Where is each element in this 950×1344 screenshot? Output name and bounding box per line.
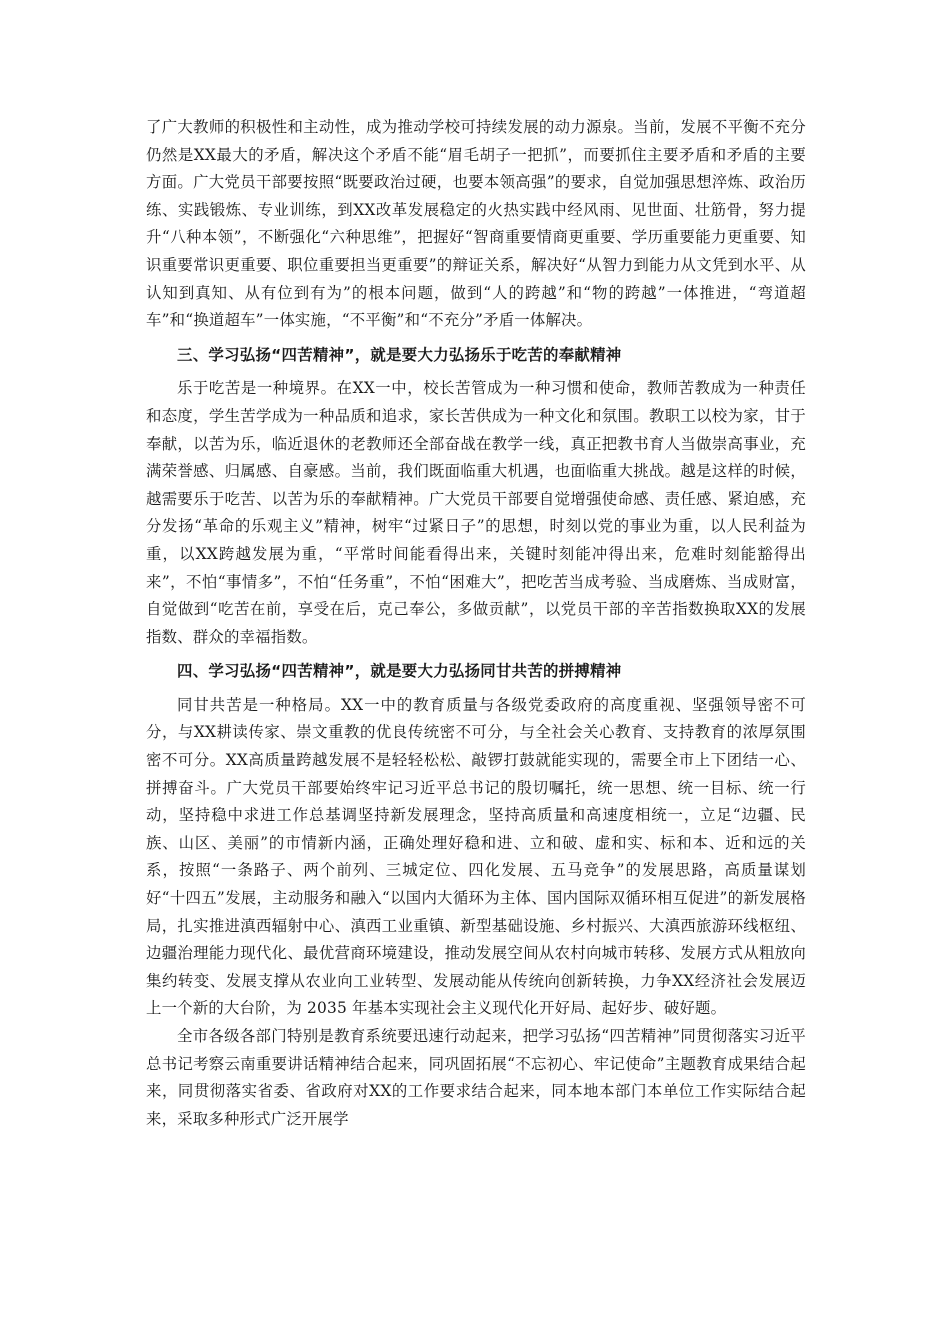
section-heading-three: 三、学习弘扬“四苦精神”，就是要大力弘扬乐于吃苦的奉献精神 [177,345,622,364]
document-body [146,114,806,1133]
paragraph-continuation: 了广大教师的积极性和主动性，成为推动学校可持续发展的动力源泉。当前，发展不平衡不充分仍然是XX最大的矛盾，解决这个矛盾不能“眉毛胡子一把抓”，而要抓住主要矛盾和矛盾的主要方面。广大党员干部要按照“既要政治过硬，也要本领高强”的要求，自觉加强思想淬炼、政治历练、实践锻炼、专业训练，到XX改革发展稳定的火热实践中经风雨、见世面、壮筋骨，努力提升“八种本领”，不断强化“六种思维”，把握好“智商重要情商更重要、学历重要能力更重要、知识重要常识更重要、职位重要担当更重要”的辩证关系，解决好“从智力到能力从文凭到水平、从认知到真知、从有位到有为”的根本问题，做到“人的跨越”和“物的跨越”一体推进，“弯道超车”和“换道超车”一体实施，“不平衡”和“不充分”矛盾一体解决。 [146,118,806,330]
section-heading-four: 四、学习弘扬“四苦精神”，就是要大力弘扬同甘共苦的拼搏精神 [177,662,622,681]
paragraph-closing: 全市各级各部门特别是教育系统要迅速行动起来，把学习弘扬“四苦精神”同贯彻落实习近平总书记考察云南重要讲话精神结合起来，同巩固拓展“不忘初心、牢记使命”主题教育成果结合起来，同贯彻落实省委、省政府对XX的工作要求结合起来，同本地本部门本单位工作实际结合起来，采取多种形式广泛开展学 [146,1027,806,1128]
paragraph-section-three: 乐于吃苦是一种境界。在XX一中，校长苦管成为一种习惯和使命，教师苦教成为一种责任和态度，学生苦学成为一种品质和追求，家长苦供成为一种文化和氛围。教职工以校为家，甘于奉献，以苦为乐，临近退休的老教师还全部奋战在教学一线，真正把教书育人当做崇高事业，充满荣誉感、归属感、自豪感。当前，我们既面临重大机遇，也面临重大挑战。越是这样的时候，越需要乐于吃苦、以苦为乐的奉献精神。广大党员干部要自觉增强使命感、责任感、紧迫感，充分发扬“革命的乐观主义”精神，树牢“过紧日子”的思想，时刻以党的事业为重，以人民利益为重，以XX跨越发展为重，“平常时间能看得出来，关键时刻能冲得出来，危难时刻能豁得出来”，不怕“事情多”，不怕“任务重”，不怕“困难大”，把吃苦当成考验、当成磨炼、当成财富，自觉做到“吃苦在前，享受在后，克己奉公，多做贡献”，以党员干部的辛苦指数换取XX的发展指数、群众的幸福指数。 [146,379,806,646]
paragraph-section-four: 同甘共苦是一种格局。XX一中的教育质量与各级党委政府的高度重视、坚强领导密不可分，与XX耕读传家、崇文重教的优良传统密不可分，与全社会关心教育、支持教育的浓厚氛围密不可分。XX高质量跨越发展不是轻轻松松、敲锣打鼓就能实现的，需要全市上下团结一心、拼搏奋斗。广大党员干部要始终牢记习近平总书记的殷切嘱托，统一思想、统一目标、统一行动，坚持稳中求进工作总基调坚持新发展理念，坚持高质量和高速度相统一，立足“边疆、民族、山区、美丽”的市情新内涵，正确处理好稳和进、立和破、虚和实、标和本、近和远的关系，按照“一条路子、两个前列、三城定位、四化发展、五马竞争”的发展思路，高质量谋划好“十四五”发展，主动服务和融入“以国内大循环为主体、国内国际双循环相互促进”的新发展格局，扎实推进滇西辐射中心、滇西工业重镇、新型基础设施、乡村振兴、大滇西旅游环线枢纽、边疆治理能力现代化、最优营商环境建设，推动发展空间从农村向城市转移、发展方式从粗放向集约转变、发展支撑从农业向工业转型、发展动能从传统向创新转换，力争XX经济社会发展迈上一个新的大台阶，为 2035 年基本实现社会主义现代化开好局、起好步、破好题。 [146,695,806,1018]
